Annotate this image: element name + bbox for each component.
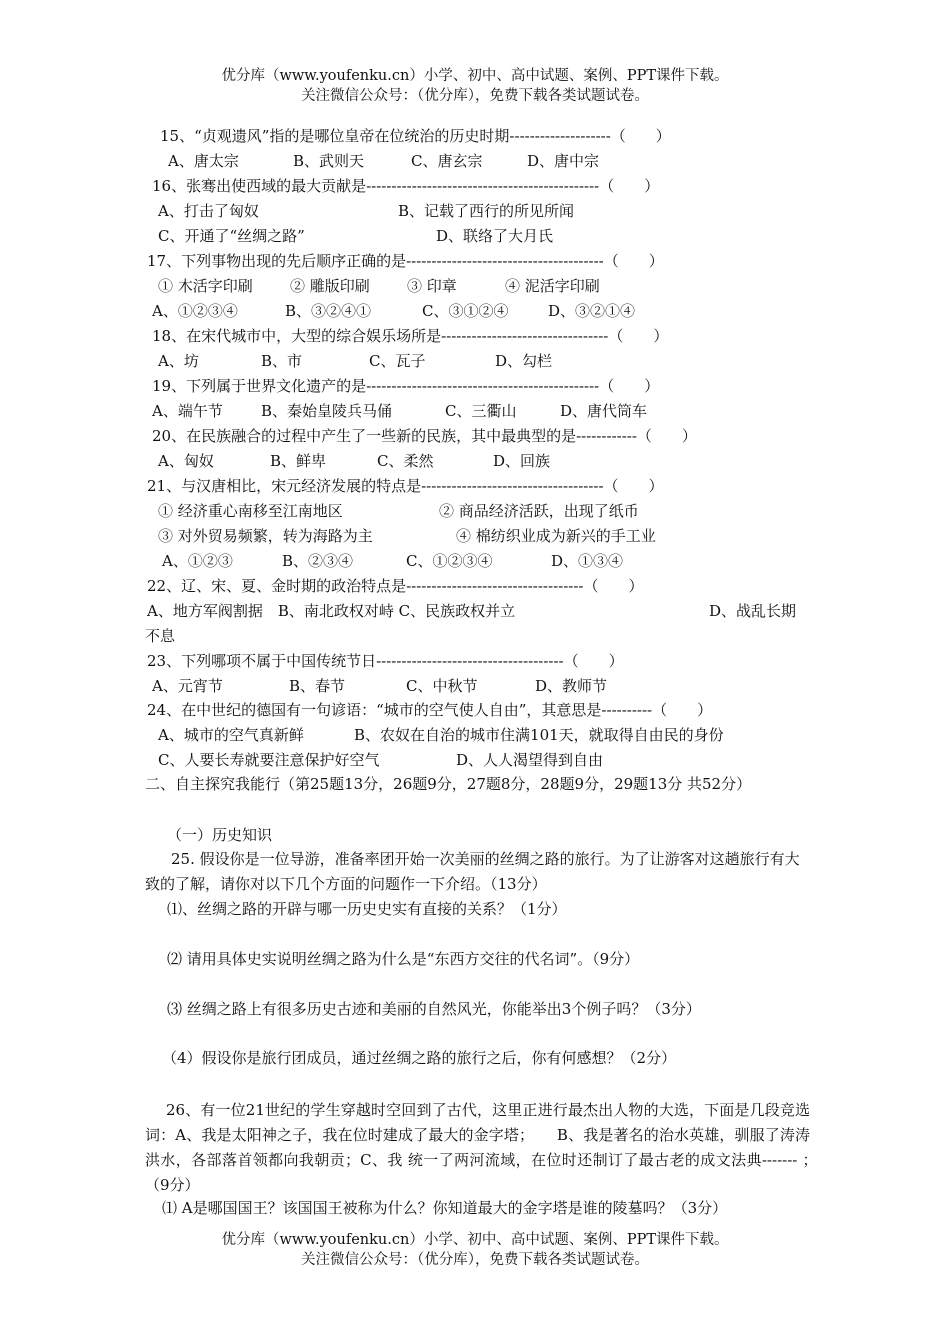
q21-item-2: ② 商品经济活跃，出现了纸币 [439,502,639,520]
q21-items-row1 [0,501,950,521]
q24-option-c: C、人要长寿就要注意保护好空气 [158,751,380,769]
q18-option-c: C、瓦子 [369,352,426,370]
q18-stem: 18、在宋代城市中，大型的综合娱乐场所是---------------------------------（ ） [152,327,669,345]
q20-stem: 20、在民族融合的过程中产生了一些新的民族，其中最典型的是------------（ ） [152,427,697,445]
page-header [0,66,950,106]
q18-option-b: B、市 [261,352,303,370]
q15-option-c: C、唐玄宗 [411,152,483,170]
q22-option-d: D、战乱长期 [709,602,797,620]
q20-option-c: C、柔然 [377,452,434,470]
q18-option-d: D、勾栏 [495,352,553,370]
q21-items-row2 [0,526,950,546]
q25-part-1: ⑴、丝绸之路的开辟与哪一历史史实有直接的关系？（1分） [167,900,567,918]
q22-options [0,601,950,621]
q15-options [0,151,950,171]
q23-option-b: B、春节 [289,677,346,695]
q17-option-c: C、③①②④ [422,302,509,320]
q23-stem: 23、下列哪项不属于中国传统节日-------------------------------------（ ） [147,652,624,670]
q23-option-d: D、教师节 [535,677,608,695]
q17-option-a: A、①②③④ [152,302,238,320]
q16-options-row1 [0,201,950,221]
q22-option-d-continued: 不息 [145,627,176,645]
q16-stem: 16、张骞出使西域的最大贡献是----------------------------------------------（ ） [152,177,660,195]
header-line-1: 优分库（www.youfenku.cn）小学、初中、高中试题、案例、PPT课件下载。 [221,68,729,84]
q22-stem: 22、辽、宋、夏、金时期的政治特点是-----------------------------------（ ） [147,577,644,595]
q23-option-c: C、中秋节 [406,677,478,695]
q20-options [0,451,950,471]
q20-option-a: A、匈奴 [158,452,214,470]
q19-option-d: D、唐代筒车 [560,402,648,420]
q21-option-b: B、②③④ [282,552,354,570]
q19-stem: 19、下列属于世界文化遗产的是----------------------------------------------（ ） [152,377,660,395]
q25-part-2: ⑵ 请用具体史实说明丝绸之路为什么是“东西方交往的代名词”。（9分） [167,950,640,968]
q16-option-a: A、打击了匈奴 [158,202,259,220]
q19-option-a: A、端午节 [152,402,223,420]
q20-option-d: D、回族 [493,452,551,470]
q21-option-d: D、①③④ [551,552,624,570]
q24-options-row2 [0,750,950,770]
q16-options-row2 [0,226,950,246]
q15-option-a: A、唐太宗 [168,152,239,170]
footer-line-1: 优分库（www.youfenku.cn）小学、初中、高中试题、案例、PPT课件下载。 [221,1232,729,1248]
q15-stem: 15、“贞观遗风”指的是哪位皇帝在位统治的历史时期--------------------（ ） [160,127,671,145]
q15-option-b: B、武则天 [293,152,365,170]
q17-option-b: B、③②④① [285,302,372,320]
q24-option-a: A、城市的空气真新鲜 [158,726,304,744]
q20-option-b: B、鲜卑 [270,452,327,470]
q21-option-a: A、①②③ [162,552,233,570]
section-2-subtitle: （一）历史知识 [167,826,273,844]
q18-options [0,351,950,371]
q24-option-d: D、人人渴望得到自由 [456,751,604,769]
q21-item-1: ① 经济重心南移至江南地区 [158,502,343,520]
q17-stem: 17、下列事物出现的先后顺序正确的是---------------------------------------（ ） [147,252,664,270]
q19-option-b: B、秦始皇陵兵马俑 [261,402,393,420]
page-footer [0,1230,950,1270]
q23-options [0,676,950,696]
q25-intro: 25. 假设你是一位导游，准备率团开始一次美丽的丝绸之路的旅行。为了让游客对这趟旅行有大致的了解，请你对以下几个方面的问题作一下介绍。（13分） [145,850,800,893]
q19-options [0,401,950,421]
q26-intro: 26、有一位21世纪的学生穿越时空回到了古代，这里正进行最杰出人物的大选，下面是几段竞选词：A、我是太阳神之子，我在位时建成了最大的金字塔； B、我是著名的治水英雄，驯服了涛涛洪水，各部落首领都向我朝贡；C、我 统一了两河流域，在位时还制订了最古老的成文法典------- ； （9分） [145,1101,826,1194]
q16-option-b: B、记载了西行的所见所闻 [398,202,575,220]
q24-stem: 24、在中世纪的德国有一句谚语：“城市的空气使人自由”，其意思是----------（ ） [147,701,713,719]
q21-item-3: ③ 对外贸易频繁，转为海路为主 [158,527,373,545]
q24-options-row1 [0,725,950,745]
q16-option-c: C、开通了“丝绸之路” [158,227,305,245]
q17-items [0,276,950,296]
q17-options [0,301,950,321]
q26-part-1: ⑴ A是哪国国王？该国国王被称为什么？你知道最大的金字塔是谁的陵墓吗？（3分） [162,1199,728,1217]
q23-option-a: A、元宵节 [152,677,223,695]
q16-option-d: D、联络了大月氏 [436,227,554,245]
q17-item-3: ③ 印章 [407,277,457,295]
q15-option-d: D、唐中宗 [527,152,600,170]
q19-option-c: C、三衢山 [445,402,517,420]
q17-item-4: ④ 泥活字印刷 [505,277,600,295]
q17-option-d: D、③②①④ [548,302,636,320]
q24-option-b: B、农奴在自治的城市住满101天，就取得自由民的身份 [354,726,724,744]
q17-item-1: ① 木活字印刷 [158,277,253,295]
header-line-2: 关注微信公众号：（优分库），免费下载各类试题试卷。 [301,88,649,104]
q21-item-4: ④ 棉纺织业成为新兴的手工业 [456,527,656,545]
section-2-title: 二、自主探究我能行（第25题13分，26题9分，27题8分，28题9分，29题13分 共52分） [145,775,752,793]
q25-part-4: （4）假设你是旅行团成员，通过丝绸之路的旅行之后，你有何感想？（2分） [162,1049,677,1067]
q17-item-2: ② 雕版印刷 [290,277,370,295]
footer-line-2: 关注微信公众号：（优分库），免费下载各类试题试卷。 [301,1252,649,1268]
q22-options-abc: A、地方军阀割据 B、南北政权对峙 C、民族政权并立 [147,602,516,620]
q25-part-3: ⑶ 丝绸之路上有很多历史古迹和美丽的自然风光，你能举出3个例子吗？（3分） [167,1000,701,1018]
q21-option-c: C、①②③④ [406,552,493,570]
q18-option-a: A、坊 [158,352,199,370]
q21-stem: 21、与汉唐相比，宋元经济发展的特点是------------------------------------（ ） [147,477,664,495]
q21-options [0,551,950,571]
